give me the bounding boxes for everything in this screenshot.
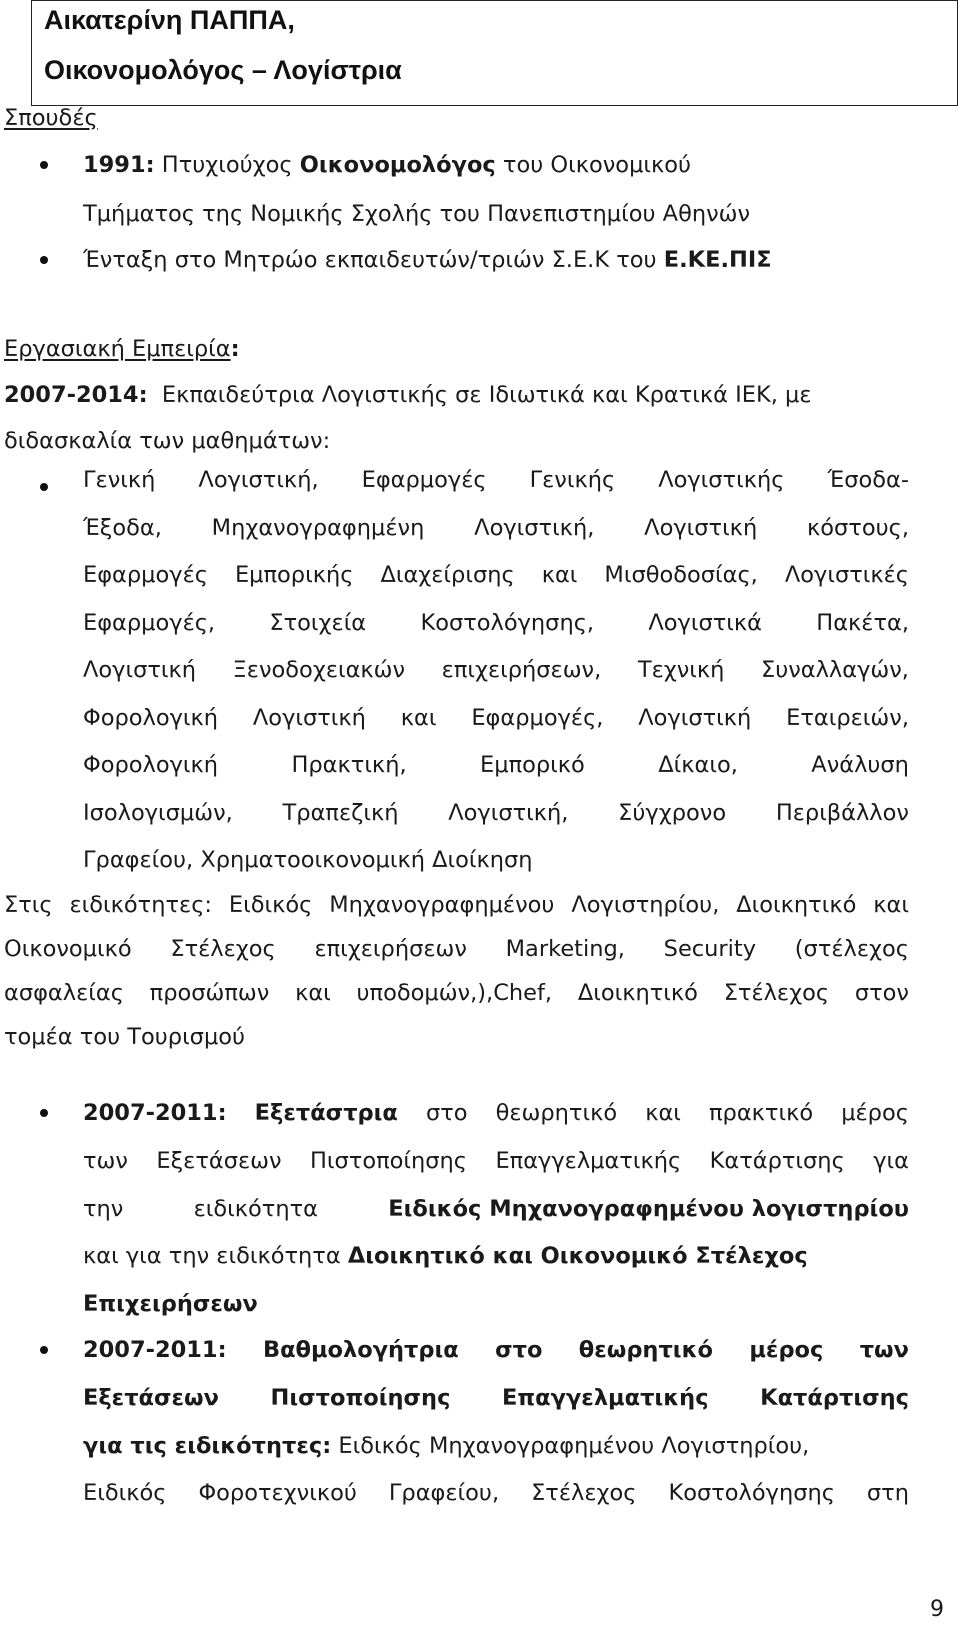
word: Στέλεχος: [531, 1480, 637, 1506]
word: Φοροτεχνικού: [198, 1480, 357, 1506]
word: Διοικητικό: [577, 980, 698, 1006]
word: και: [645, 1100, 681, 1126]
header-box: [31, 0, 958, 106]
word: Ειδικός: [228, 892, 313, 918]
grader-line-1: [83, 1335, 909, 1365]
word: Λογιστικές: [784, 562, 909, 588]
word: Μηχανογραφημένη: [211, 514, 425, 541]
word: Εφαρμογές: [83, 562, 208, 588]
word: Ξενοδοχειακών: [232, 657, 406, 683]
word: Ανάλυση: [811, 752, 909, 778]
experience-period: 2007-2014:: [4, 382, 148, 408]
word: Εξετάσεων: [83, 1385, 219, 1411]
experience-intro: [4, 380, 811, 410]
word: Marketing,: [505, 936, 625, 962]
word: Λογιστηρίου,: [571, 892, 720, 918]
word: ειδικότητα: [193, 1196, 318, 1222]
word: Στις: [4, 892, 53, 918]
justified-line: [83, 798, 909, 828]
page-number: 9: [930, 1597, 944, 1622]
author-name: Αικατερίνη ΠΑΠΠΑ,: [44, 5, 295, 35]
justified-line: [83, 513, 909, 543]
examiner-line-1: [83, 1098, 909, 1128]
specialty-name: Ειδικός Μηχανογραφημένου λογιστηρίου: [388, 1196, 909, 1222]
word: Λογιστική: [252, 704, 366, 731]
justified-line: [83, 655, 909, 685]
word: Φορολογική: [83, 704, 219, 731]
experience-intro-text: Εκπαιδεύτρια Λογιστικής σε Ιδιωτικά και Κρατικά ΙΕΚ, με: [161, 382, 812, 408]
word: Εφαρμογές,: [471, 704, 604, 731]
word: Συναλλαγών,: [760, 657, 909, 683]
grader-text: Ειδικός Μηχανογραφημένου Λογιστηρίου,: [338, 1433, 810, 1459]
word: Κατάρτισης: [760, 1385, 909, 1411]
grader-label: για τις ειδικότητες:: [83, 1433, 332, 1459]
word: Διοικητικό: [736, 892, 857, 918]
word: Λογιστική,: [474, 514, 595, 541]
bullet-dot: [40, 483, 48, 491]
word: ειδικότητες:: [69, 892, 212, 918]
justified-line: [4, 978, 909, 1008]
examiner-period: 2007-2011:: [83, 1100, 227, 1126]
courses-last-line: Γραφείου, Χρηματοοικονομική Διοίκηση: [83, 847, 533, 873]
word: Πιστοποίησης: [309, 1148, 468, 1174]
grader-line-2: [83, 1383, 909, 1413]
word: Εξετάσεων: [156, 1148, 282, 1174]
experience-colon: :: [230, 336, 240, 362]
word: στο: [425, 1100, 468, 1126]
word: Στέλεχος: [170, 936, 276, 962]
bullet-dot: [40, 1346, 48, 1354]
word: Στοιχεία: [269, 609, 367, 636]
studies-item-2: [83, 245, 772, 275]
word: (στέλεχος: [794, 936, 909, 962]
word: μέρος: [841, 1100, 909, 1126]
word: Κατάρτισης: [709, 1148, 845, 1174]
experience-intro-2: διδασκαλία των μαθημάτων:: [4, 428, 331, 454]
word: Πιστοποίησης: [270, 1385, 451, 1411]
word: επιχειρήσεων: [314, 936, 467, 962]
word: Γενική: [83, 467, 156, 493]
word: Ισολογισμών,: [83, 799, 233, 826]
author-title: Οικονομολόγος – Λογίστρια: [44, 55, 402, 85]
studies-year: 1991:: [83, 152, 155, 178]
studies-degree: Οικονομολόγος: [299, 152, 496, 178]
grader-line-4: [83, 1478, 909, 1508]
word: στη: [866, 1480, 909, 1506]
word: Στέλεχος: [723, 980, 830, 1006]
word: πρακτικό: [709, 1100, 814, 1126]
word: Security: [663, 936, 757, 962]
word: Επαγγελματικής: [495, 1148, 682, 1174]
word: προσώπων: [149, 980, 270, 1006]
word: των: [859, 1337, 909, 1363]
examiner-line-4: [83, 1241, 808, 1271]
justified-line: [83, 560, 909, 590]
word: Λογιστική: [644, 514, 758, 541]
word: Πρακτική,: [291, 752, 407, 778]
word: Ειδικός: [83, 1480, 167, 1506]
examiner-text: και για την ειδικότητα: [83, 1243, 341, 1269]
word: Λογιστικής: [658, 467, 785, 493]
studies-text: του Οικονομικού: [502, 152, 692, 178]
word: Εταιρειών,: [786, 704, 909, 731]
word: Βαθμολογήτρια: [262, 1337, 459, 1363]
registry-org: Ε.ΚΕ.ΠΙΣ: [663, 247, 772, 273]
word: Οικονομικό: [4, 936, 132, 962]
word: Γενικής: [529, 467, 616, 493]
word: θεωρητικό: [578, 1337, 714, 1363]
word: Φορολογική: [83, 752, 219, 778]
word: Εφαρμογές: [361, 467, 487, 493]
word: θεωρητικό: [495, 1100, 618, 1126]
word: Έσοδα-: [827, 467, 909, 493]
word: Διαχείρισης: [380, 562, 515, 588]
word: Μηχανογραφημένου: [329, 892, 555, 918]
word: Επαγγελματικής: [502, 1385, 709, 1411]
word: Δίκαιο,: [658, 752, 738, 778]
experience-heading-line: [4, 334, 240, 364]
word: μέρος: [749, 1337, 824, 1363]
word: Λογιστική: [83, 657, 197, 683]
experience-heading: Εργασιακή Εμπειρία: [4, 336, 231, 362]
word: Λογιστικά: [648, 609, 762, 636]
specialties-last-line: τομέα του Τουρισμού: [4, 1024, 246, 1050]
word: Κοστολόγησης: [668, 1480, 835, 1506]
examiner-line-3: [83, 1194, 909, 1224]
examiner-line-2: [83, 1146, 909, 1176]
word: και: [400, 704, 437, 731]
word: 2007-2011:: [83, 1337, 227, 1363]
justified-line: [83, 750, 909, 780]
word: των: [83, 1148, 128, 1174]
word: υποδομών,),Chef,: [356, 980, 553, 1006]
word: Εμπορικής: [234, 562, 354, 588]
bullet-dot: [40, 256, 48, 264]
word: επιχειρήσεων,: [441, 657, 602, 683]
word: την: [83, 1196, 124, 1222]
studies-item-1-line-2: Τμήματος της Νομικής Σχολής του Πανεπιστημίου Αθηνών: [83, 201, 751, 227]
word: Περιβάλλον: [775, 799, 909, 826]
word: κόστους,: [807, 514, 909, 541]
word: στον: [854, 980, 909, 1006]
justified-line: [4, 934, 909, 964]
word: Κοστολόγησης,: [420, 609, 595, 636]
bullet-dot: [40, 1109, 48, 1117]
word: Γραφείου,: [388, 1480, 500, 1506]
studies-text: Πτυχιούχος: [161, 152, 293, 178]
studies-item-1-line-1: [83, 150, 691, 180]
word: ασφαλείας: [4, 980, 124, 1006]
word: Εφαρμογές,: [83, 609, 216, 636]
word: για: [873, 1148, 909, 1174]
word: Μισθοδοσίας,: [604, 562, 758, 588]
word: Τεχνική: [637, 657, 725, 683]
word: Τραπεζική: [282, 799, 399, 826]
studies-heading: Σπουδές: [4, 105, 98, 131]
word: στο: [495, 1337, 543, 1363]
word: και: [541, 562, 578, 588]
justified-line: [83, 703, 909, 733]
word: και: [295, 980, 331, 1006]
word: Σύγχρονο: [618, 799, 727, 826]
examiner-line-5: Επιχειρήσεων: [83, 1291, 258, 1317]
justified-line: [83, 465, 909, 495]
word: Έξοδα,: [83, 514, 162, 541]
word: Πακέτα,: [816, 609, 909, 636]
word: Λογιστική,: [448, 799, 569, 826]
examiner-role: Εξετάστρια: [254, 1100, 398, 1126]
justified-line: [4, 890, 909, 920]
word: Λογιστική: [638, 704, 752, 731]
word: Λογιστική,: [198, 467, 319, 493]
bullet-dot: [40, 161, 48, 169]
grader-line-3: [83, 1431, 809, 1461]
specialty-name: Διοικητικό και Οικονομικό Στέλεχος: [347, 1243, 808, 1269]
registry-text: Ένταξη στο Μητρώο εκπαιδευτών/τριών Σ.Ε.Κ του: [83, 247, 657, 273]
word: και: [873, 892, 909, 918]
word: Εμπορικό: [480, 752, 585, 778]
justified-line: [83, 608, 909, 638]
